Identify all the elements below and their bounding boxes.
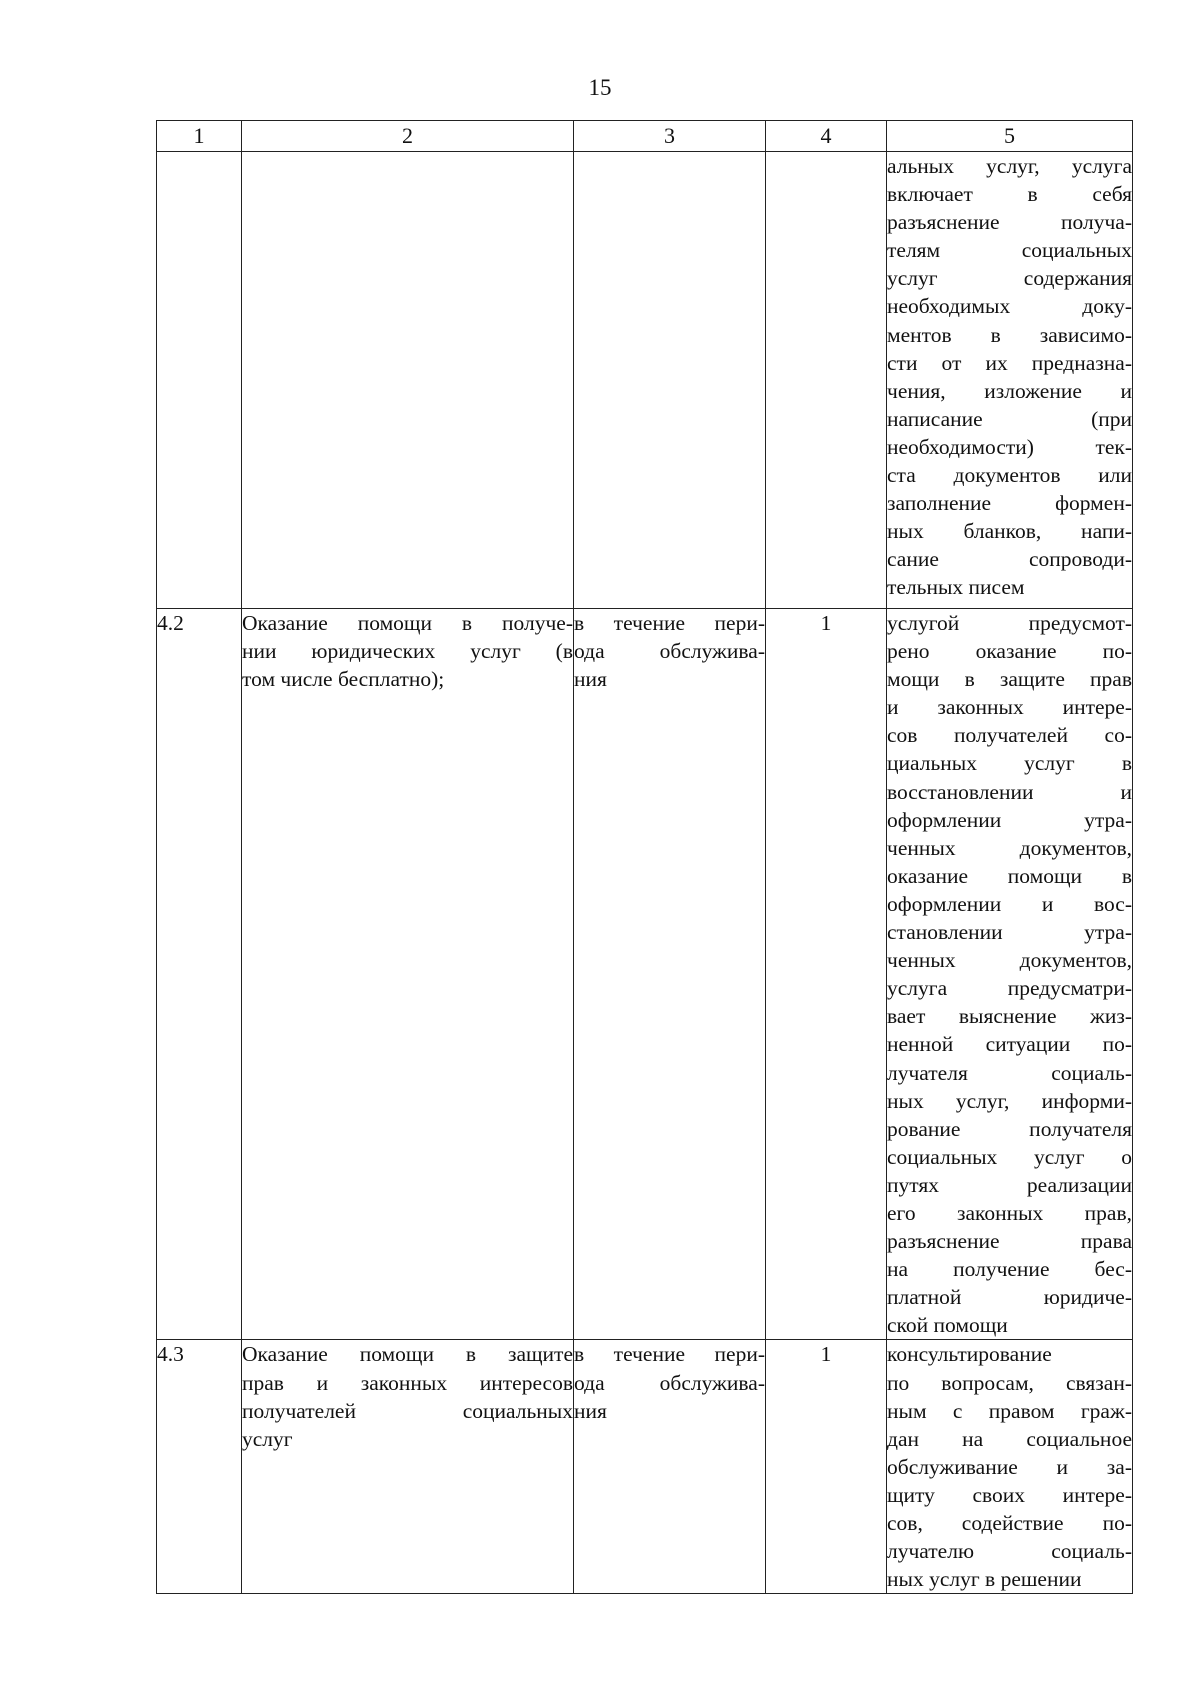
row-number-cell: 4.2 bbox=[157, 609, 242, 1340]
cell-text-line: оказание помощи в bbox=[887, 863, 1132, 888]
cell-text-line: в течение пери- bbox=[574, 1342, 765, 1367]
table-row bbox=[157, 609, 1133, 1340]
cell-text-line: ченных документов, bbox=[887, 948, 1132, 973]
cell-text-line: услугой предусмот- bbox=[887, 611, 1132, 635]
cell-text-line: восстановлении и bbox=[887, 779, 1132, 804]
cell-text-line: заполнение формен- bbox=[887, 491, 1132, 516]
cell-text-line: ния bbox=[574, 1398, 607, 1423]
period-cell bbox=[574, 1340, 766, 1594]
quantity-cell bbox=[766, 152, 887, 609]
cell-text-line: вает выяснение жиз- bbox=[887, 1004, 1132, 1029]
cell-text-line: консультирование bbox=[887, 1342, 1052, 1367]
cell-text-line: ния bbox=[574, 667, 607, 692]
cell-text-line: необходимости) тек- bbox=[887, 434, 1132, 459]
table-row bbox=[157, 152, 1133, 609]
cell-text-line: альных услуг, услуга bbox=[887, 154, 1132, 178]
page-number: 15 bbox=[588, 75, 612, 100]
cell-text-line: обслуживание и за- bbox=[887, 1454, 1132, 1479]
cell-text-line: циальных услуг в bbox=[887, 751, 1132, 776]
cell-text-line: становлении утра- bbox=[887, 920, 1132, 945]
cell-text-line: ода обслужива- bbox=[574, 639, 765, 664]
description-cell bbox=[887, 152, 1133, 609]
cell-text-line: Оказание помощи в получе- bbox=[242, 611, 573, 635]
cell-text-line: рено оказание по- bbox=[887, 639, 1132, 664]
cell-text-line: услуг содержания bbox=[887, 266, 1132, 291]
cell-text-line: сти от их предназна- bbox=[887, 350, 1132, 375]
service-name-cell bbox=[242, 609, 574, 1340]
header-col-2: 2 bbox=[242, 121, 574, 152]
cell-text-line: на получение бес- bbox=[887, 1257, 1132, 1282]
cell-text-line: оформлении утра- bbox=[887, 807, 1132, 832]
cell-text-line: сание сопроводи- bbox=[887, 547, 1132, 572]
service-name-cell bbox=[242, 152, 574, 609]
cell-text-line: необходимых доку- bbox=[887, 294, 1132, 319]
cell-text-line: нии юридических услуг (в bbox=[242, 639, 573, 664]
cell-text-line: разъяснение права bbox=[887, 1229, 1132, 1254]
cell-text-line: дан на социальное bbox=[887, 1426, 1132, 1451]
cell-text-line: лучателю социаль- bbox=[887, 1539, 1132, 1564]
cell-text-line: платной юридиче- bbox=[887, 1285, 1132, 1310]
cell-text-line: оформлении и вос- bbox=[887, 891, 1132, 916]
header-col-1: 1 bbox=[157, 121, 242, 152]
cell-text-line: путях реализации bbox=[887, 1172, 1132, 1197]
service-name-cell bbox=[242, 1340, 574, 1594]
cell-text-line: лучателя социаль- bbox=[887, 1060, 1132, 1085]
cell-text-line: и законных интере- bbox=[887, 695, 1132, 720]
cell-text-line: ода обслужива- bbox=[574, 1370, 765, 1395]
cell-text-line: чения, изложение и bbox=[887, 378, 1132, 403]
quantity-cell: 1 bbox=[766, 609, 887, 1340]
cell-text-line: Оказание помощи в защите bbox=[242, 1342, 573, 1367]
cell-text-line: мощи в защите прав bbox=[887, 667, 1132, 692]
cell-text-line: написание (при bbox=[887, 406, 1132, 431]
cell-text-line: услуг bbox=[242, 1426, 293, 1451]
quantity-cell: 1 bbox=[766, 1340, 887, 1594]
period-cell bbox=[574, 609, 766, 1340]
header-col-4: 4 bbox=[766, 121, 887, 152]
cell-text-line: ных бланков, напи- bbox=[887, 519, 1132, 544]
cell-text-line: ментов в зависимо- bbox=[887, 322, 1132, 347]
description-cell bbox=[887, 1340, 1133, 1594]
table-row bbox=[157, 1340, 1133, 1594]
cell-text-line: ской помощи bbox=[887, 1313, 1008, 1338]
cell-text-line: ных услуг в решении bbox=[887, 1567, 1082, 1592]
header-col-5: 5 bbox=[887, 121, 1133, 152]
cell-text-line: тельных писем bbox=[887, 575, 1025, 600]
row-number-cell bbox=[157, 152, 242, 609]
cell-text-line: социальных услуг о bbox=[887, 1144, 1132, 1169]
cell-text-line: прав и законных интересов bbox=[242, 1370, 573, 1395]
header-row bbox=[157, 121, 1133, 152]
cell-text-line: ненной ситуации по- bbox=[887, 1032, 1132, 1057]
description-cell bbox=[887, 609, 1133, 1340]
cell-text-line: сов получателей со- bbox=[887, 723, 1132, 748]
cell-text-line: рование получателя bbox=[887, 1116, 1132, 1141]
row-number-cell: 4.3 bbox=[157, 1340, 242, 1594]
cell-text-line: ных услуг, информи- bbox=[887, 1088, 1132, 1113]
header-col-3: 3 bbox=[574, 121, 766, 152]
cell-text-line: получателей социальных bbox=[242, 1398, 573, 1423]
cell-text-line: включает в себя bbox=[887, 182, 1132, 207]
cell-text-line: щиту своих интере- bbox=[887, 1482, 1132, 1507]
period-cell bbox=[574, 152, 766, 609]
cell-text-line: телям социальных bbox=[887, 238, 1132, 263]
cell-text-line: ченных документов, bbox=[887, 835, 1132, 860]
cell-text-line: в течение пери- bbox=[574, 611, 765, 635]
cell-text-line: его законных прав, bbox=[887, 1200, 1132, 1225]
cell-text-line: том числе бесплатно); bbox=[242, 667, 445, 692]
services-table bbox=[156, 120, 1133, 1594]
cell-text-line: разъяснение получа- bbox=[887, 210, 1132, 235]
cell-text-line: ным с правом граж- bbox=[887, 1398, 1132, 1423]
cell-text-line: ста документов или bbox=[887, 463, 1132, 488]
cell-text-line: сов, содействие по- bbox=[887, 1511, 1132, 1535]
cell-text-line: услуга предусматри- bbox=[887, 976, 1132, 1001]
cell-text-line: по вопросам, связан- bbox=[887, 1370, 1132, 1395]
